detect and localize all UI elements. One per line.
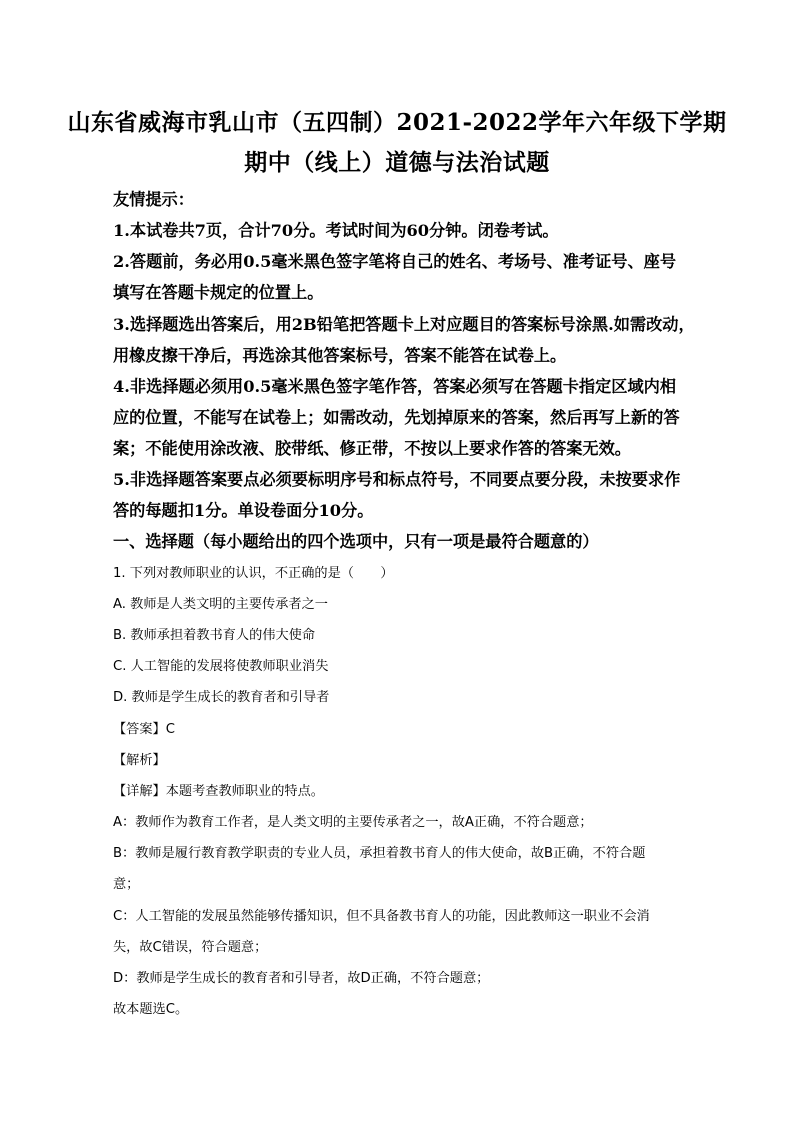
tip-line: 填写在答题卡规定的位置上。	[113, 283, 324, 302]
question-option-b: B. 教师承担着教书育人的伟大使命	[113, 628, 316, 643]
tip-line: 案；不能使用涂改液、胶带纸、修正带，不按以上要求作答的答案无效。	[113, 439, 631, 458]
question-option-a: A. 教师是人类文明的主要传承者之一	[113, 597, 328, 612]
tip-line: 1.本试卷共7页，合计70分。考试时间为60分钟。闭卷考试。	[113, 221, 559, 240]
tip-line: 用橡皮擦干净后，再选涂其他答案标号，答案不能答在试卷上。	[113, 346, 567, 365]
section-heading: 一、选择题（每小题给出的四个选项中，只有一项是最符合题意的）	[113, 532, 599, 551]
detail-line: 【详解】本题考查教师职业的特点。	[113, 784, 324, 799]
question-option-d: D. 教师是学生成长的教育者和引导者	[113, 690, 330, 705]
answer-label: 【答案】C	[113, 722, 175, 737]
tip-line: 2.答题前，务必用0.5毫米黑色签字笔将自己的姓名、考场号、准考证号、座号	[113, 252, 677, 271]
analysis-label: 【解析】	[113, 753, 166, 768]
tip-line: 3.选择题选出答案后，用2B铅笔把答题卡上对应题目的答案标号涂黑.如需改动，	[113, 315, 695, 334]
detail-line: C：人工智能的发展虽然能够传播知识，但不具备教书育人的功能，因此教师这一职业不会消	[113, 909, 650, 924]
detail-line: 故本题选C。	[113, 1002, 189, 1017]
tip-line: 应的位置，不能写在试卷上；如需改动，先划掉原来的答案，然后再写上新的答	[113, 408, 680, 427]
document-title-line-2: 期中（线上）道德与法治试题	[244, 149, 550, 176]
detail-line: 失，故C错误，符合题意；	[113, 940, 268, 955]
question-option-c: C. 人工智能的发展将使教师职业消失	[113, 659, 329, 674]
tip-line: 答的每题扣1分。单设卷面分10分。	[113, 501, 374, 520]
detail-line: B：教师是履行教育教学职责的专业人员，承担着教书育人的伟大使命，故B正确，不符合题	[113, 846, 646, 861]
question-stem: 1. 下列对教师职业的认识，不正确的是（ ）	[113, 566, 394, 581]
tip-line: 5.非选择题答案要点必须要标明序号和标点符号，不同要点要分段，未按要求作	[113, 470, 681, 489]
tips-header: 友情提示：	[113, 190, 194, 209]
detail-line: A：教师作为教育工作者，是人类文明的主要传承者之一，故A正确，不符合题意；	[113, 815, 593, 830]
document-title-line-1: 山东省威海市乳山市（五四制）2021-2022学年六年级下学期	[67, 109, 727, 136]
detail-line: 意；	[113, 877, 140, 892]
detail-line: D：教师是学生成长的教育者和引导者，故D正确，不符合题意；	[113, 971, 490, 986]
tip-line: 4.非选择题必须用0.5毫米黑色签字笔作答，答案必须写在答题卡指定区域内相	[113, 377, 677, 396]
